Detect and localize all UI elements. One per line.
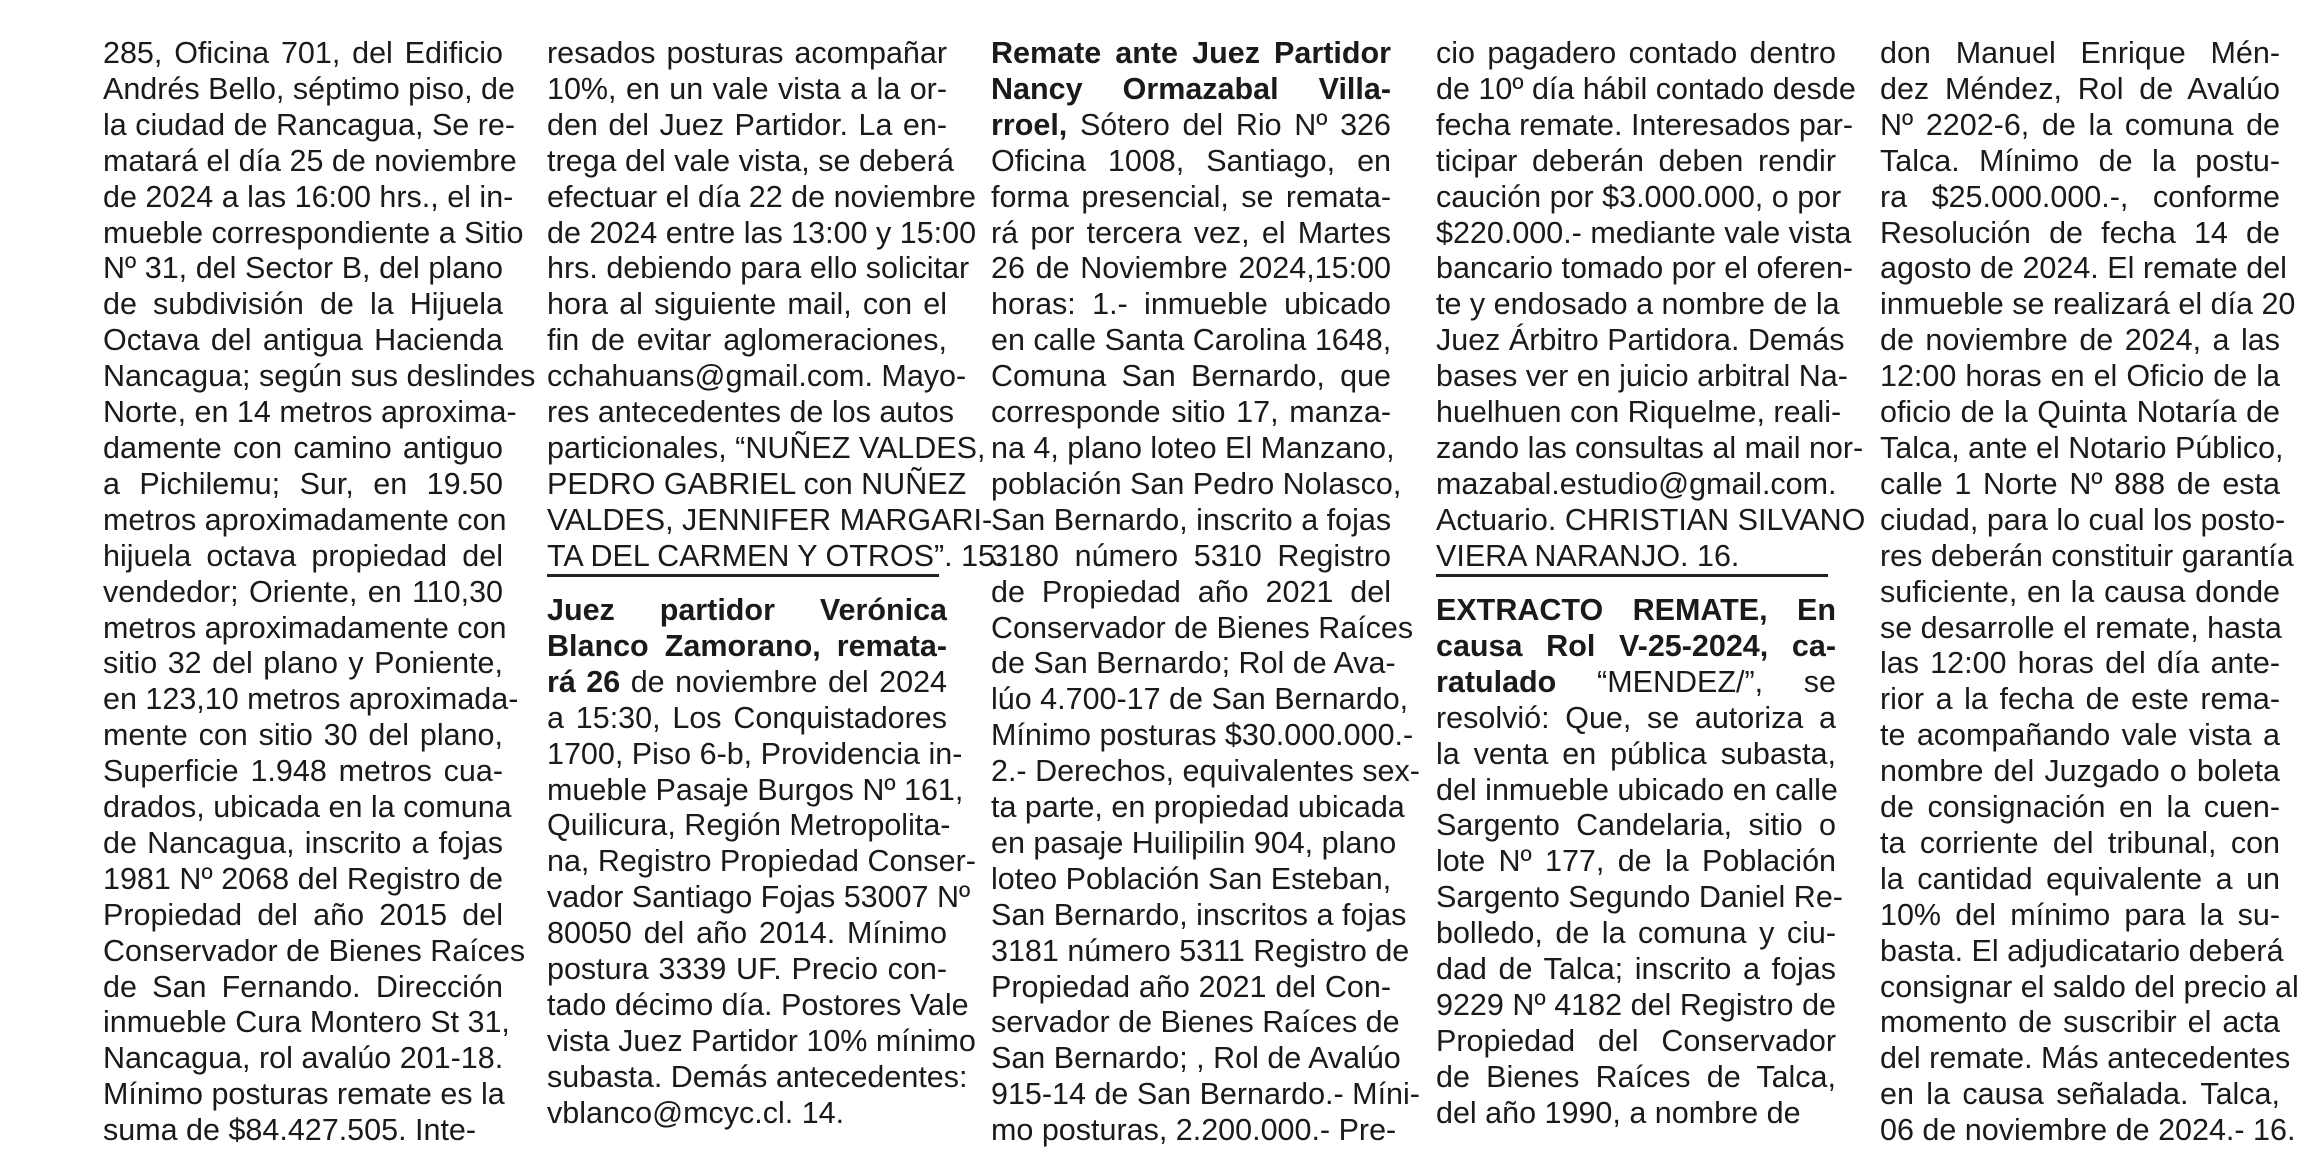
text-line: resados posturas acompañar	[547, 36, 947, 70]
text-line: en 123,10 metros aproximada-	[103, 682, 519, 717]
divider-col2	[547, 574, 939, 577]
text-line: de 2024 a las 16:00 hrs., el in-	[103, 179, 514, 214]
text-line: res deberán constituir garantía	[1880, 538, 2294, 573]
text-line: VALDES, JENNIFER MARGARI-	[547, 502, 993, 537]
text-line: Propiedad año 2021 del Con-	[991, 969, 1391, 1004]
text-line: Oficina 1008, Santiago, en	[991, 143, 1391, 178]
text-line: te acompañando vale vista a	[1880, 718, 2280, 753]
text-line: PEDRO GABRIEL con NUÑEZ	[547, 466, 967, 501]
column-5	[1880, 36, 2299, 1149]
text-line: dad de Talca; inscrito a fojas	[1436, 952, 1836, 987]
text-line: 06 de noviembre de 2024.- 16.	[1880, 1113, 2296, 1148]
text-line: 10% del mínimo para la su-	[1880, 897, 2280, 932]
text-line: de noviembre de 2024, a las	[1880, 323, 2280, 358]
text-line: consignar el saldo del precio al	[1880, 969, 2299, 1004]
text-line: la venta en pública subasta,	[1436, 736, 1836, 771]
text-line: del remate. Más antecedentes	[1880, 1041, 2291, 1076]
text-line: Juez Árbitro Partidora. Demás	[1436, 323, 1845, 358]
text-line: Conservador de Bienes Raíces	[991, 610, 1414, 645]
text-line: 3180 número 5310 Registro	[991, 538, 1391, 573]
text-line: en calle Santa Carolina 1648,	[991, 323, 1392, 358]
text-line: cchahuans@gmail.com. Mayo-	[547, 359, 967, 394]
text-line: 915-14 de San Bernardo.- Míni-	[991, 1077, 1420, 1112]
text-line: de subdivisión de la Hijuela	[103, 287, 503, 322]
text-line: Nancagua; según sus deslindes	[103, 359, 536, 394]
text-line: particionales, “NUÑEZ VALDES,	[547, 430, 986, 465]
text-line: na 4, plano loteo El Manzano,	[991, 430, 1395, 465]
text-line: de consignación en la cuen-	[1880, 790, 2280, 825]
text-line: caución por $3.000.000, o por	[1436, 179, 1842, 214]
text-line: zando las consultas al mail nor-	[1436, 430, 1864, 465]
text-line: Propiedad del Conservador	[1436, 1023, 1836, 1058]
text-line: a 15:30, Los Conquistadores	[547, 700, 947, 735]
text-line: Talca. Mínimo de la postu-	[1880, 143, 2280, 178]
text-line: Resolución de fecha 14 de	[1880, 215, 2280, 250]
text-continuation: de noviembre del 2024	[620, 664, 947, 699]
text-line: res antecedentes de los autos	[547, 395, 954, 430]
text-line: corresponde sitio 17, manza-	[991, 395, 1391, 430]
text-line-mixed	[1436, 665, 1836, 701]
text-line: metros aproximadamente con	[103, 502, 507, 537]
text-line: tado décimo día. Postores Vale	[547, 987, 969, 1022]
text-line: lote Nº 177, de la Población	[1436, 844, 1836, 879]
text-line: Andrés Bello, séptimo piso, de	[103, 71, 515, 106]
text-line: vador Santiago Fojas 53007 Nº	[547, 880, 971, 915]
text-line: hora al siguiente mail, con el	[547, 287, 947, 322]
text-line: trega del vale vista, se deberá	[547, 143, 954, 178]
text-continuation: “MENDEZ/”, se	[1556, 664, 1836, 699]
text-line: matará el día 25 de noviembre	[103, 143, 517, 178]
text-line: 12:00 horas en el Oficio de la	[1880, 359, 2280, 394]
heading-end: rá 26	[547, 664, 621, 699]
text-line: se desarrolle el remate, hasta	[1880, 610, 2282, 645]
column-4-top	[1436, 36, 1866, 575]
text-line: nombre del Juzgado o boleta	[1880, 754, 2280, 789]
text-line: población San Pedro Nolasco,	[991, 466, 1402, 501]
text-line: ta corriente del tribunal, con	[1880, 825, 2280, 860]
text-line: suma de $84.427.505. Inte-	[103, 1113, 477, 1148]
text-line: Juez partidor Verónica	[547, 593, 947, 627]
text-line: mazabal.estudio@gmail.com.	[1436, 466, 1837, 501]
text-line: te y endosado a nombre de la	[1436, 287, 1840, 322]
text-line-mixed	[547, 665, 947, 701]
text-line: lúo 4.700-17 de San Bernardo,	[991, 682, 1409, 717]
text-line: vendedor; Oriente, en 110,30	[103, 574, 503, 609]
text-line: cio pagadero contado dentro	[1436, 36, 1836, 70]
text-line: rá por tercera vez, el Martes	[991, 215, 1391, 250]
text-line: Comuna San Bernardo, que	[991, 359, 1391, 394]
text-line-mixed	[991, 108, 1391, 144]
text-line: momento de suscribir el acta	[1880, 1005, 2280, 1040]
text-line: Blanco Zamorano, remata-	[547, 628, 947, 663]
text-line: inmueble se realizará el día 20	[1880, 287, 2296, 322]
column-1	[103, 36, 536, 1149]
text-line: Actuario. CHRISTIAN SILVANO	[1436, 502, 1866, 537]
text-line: en pasaje Huilipilin 904, plano	[991, 825, 1397, 860]
text-line: de Nancagua, inscrito a fojas	[103, 825, 503, 860]
text-line: oficio de la Quinta Notaría de	[1880, 395, 2280, 430]
text-line: suficiente, en la causa donde	[1880, 574, 2280, 609]
text-line: metros aproximadamente con	[103, 610, 507, 645]
text-line: 26 de Noviembre 2024,15:00	[991, 251, 1391, 286]
text-line: vblanco@mcyc.cl. 14.	[547, 1095, 845, 1130]
text-line: a Pichilemu; Sur, en 19.50	[103, 466, 503, 501]
text-line: horas: 1.- inmueble ubicado	[991, 287, 1391, 322]
text-line: Mínimo posturas $30.000.000.-	[991, 718, 1414, 753]
text-line: San Bernardo, inscrito a fojas	[991, 502, 1392, 537]
column-4-notice	[1436, 593, 1843, 1132]
text-line: Nº 31, del Sector B, del plano	[103, 251, 503, 286]
text-line: bases ver en juicio arbitral Na-	[1436, 359, 1848, 394]
text-line: Conservador de Bienes Raíces	[103, 933, 526, 968]
text-line: postura 3339 UF. Precio con-	[547, 952, 947, 987]
text-line: en la causa señalada. Talca,	[1880, 1077, 2280, 1112]
text-line: Mínimo posturas remate es la	[103, 1077, 505, 1112]
text-line: Norte, en 14 metros aproxima-	[103, 395, 517, 430]
text-line: ra $25.000.000.-, conforme	[1880, 179, 2280, 214]
text-line: Nº 2202-6, de la comuna de	[1880, 107, 2280, 142]
text-line: VIERA NARANJO. 16.	[1436, 538, 1740, 573]
text-line: sitio 32 del plano y Poniente,	[103, 646, 503, 681]
text-line: loteo Población San Esteban,	[991, 861, 1392, 896]
text-line: 1981 Nº 2068 del Registro de	[103, 861, 503, 896]
divider-col4	[1436, 574, 1828, 577]
text-line: ticipar deberán deben rendir	[1436, 143, 1836, 178]
text-line: de 2024 entre las 13:00 y 15:00	[547, 215, 977, 250]
text-line: inmueble Cura Montero St 31,	[103, 1005, 510, 1040]
text-line: na, Registro Propiedad Conser-	[547, 844, 976, 879]
text-line: Sargento Candelaria, sitio o	[1436, 808, 1836, 843]
text-line: Sargento Segundo Daniel Re-	[1436, 880, 1843, 915]
text-line: causa Rol V-25-2024, ca-	[1436, 628, 1836, 663]
text-line: 9229 Nº 4182 del Registro de	[1436, 987, 1836, 1022]
heading-end: rroel,	[991, 107, 1068, 142]
column-3-notice	[991, 36, 1420, 1149]
text-line: forma presencial, se remata-	[991, 179, 1391, 214]
text-line: bolledo, de la comuna y ciu-	[1436, 916, 1836, 951]
text-line: ciudad, para lo cual los postо-	[1880, 502, 2286, 537]
text-line: de San Bernardo; Rol de Ava-	[991, 646, 1396, 681]
text-line: Octava del antigua Hacienda	[103, 323, 503, 358]
text-line: mueble correspondiente a Sitio	[103, 215, 524, 250]
text-line: EXTRACTO REMATE, En	[1436, 593, 1836, 627]
column-2-notice	[547, 593, 976, 1132]
text-line: la ciudad de Rancagua, Se re-	[103, 107, 516, 142]
text-line: dez Méndez, Rol de Avalúo	[1880, 71, 2280, 106]
text-line: rior a la fecha de este rema-	[1880, 682, 2280, 717]
text-line: de 10º día hábil contado desde	[1436, 71, 1856, 106]
text-line: servador de Bienes Raíces de	[991, 1005, 1400, 1040]
text-line: 3181 número 5311 Registro de	[991, 933, 1410, 968]
text-continuation: Sótero del Rio Nº 326	[1067, 107, 1391, 142]
text-line: basta. El adjudicatario deberá	[1880, 933, 2284, 968]
text-line: resolvió: Que, se autoriza a	[1436, 700, 1836, 735]
text-line: del inmueble ubicado en calle	[1436, 772, 1838, 807]
text-line: de Bienes Raíces de Talca,	[1436, 1059, 1836, 1094]
text-line: 1700, Piso 6-b, Providencia in-	[547, 736, 963, 771]
text-line: damente con camino antiguo	[103, 430, 503, 465]
text-line: Nancagua, rol avalúo 201-18.	[103, 1041, 504, 1076]
text-line: efectuar el día 22 de noviembre	[547, 179, 976, 214]
text-line: 80050 del año 2014. Mínimo	[547, 916, 947, 951]
text-line: bancario tomado por el oferen-	[1436, 251, 1854, 286]
text-line: vista Juez Partidor 10% mínimo	[547, 1023, 976, 1058]
text-line: la cantidad equivalente a un	[1880, 861, 2280, 896]
text-line: subasta. Demás antecedentes:	[547, 1059, 968, 1094]
text-line: agosto de 2024. El remate del	[1880, 251, 2287, 286]
text-line: fecha remate. Interesados par-	[1436, 107, 1854, 142]
text-line: huelhuen con Riquelme, reali-	[1436, 395, 1842, 430]
text-line: $220.000.- mediante vale vista	[1436, 215, 1852, 250]
text-line: fin de evitar aglomeraciones,	[547, 323, 947, 358]
column-2-top	[547, 36, 1004, 575]
text-line: drados, ubicada en la comuna	[103, 790, 512, 825]
text-line: mente con sitio 30 del plano,	[103, 718, 503, 753]
text-line: de Propiedad año 2021 del	[991, 574, 1391, 609]
text-line: 10%, en un vale vista a la or-	[547, 71, 947, 106]
text-line: del año 1990, a nombre de	[1436, 1095, 1801, 1130]
text-line: Superficie 1.948 metros cua-	[103, 754, 503, 789]
text-line: don Manuel Enrique Mén-	[1880, 36, 2280, 70]
text-line: mo posturas, 2.200.000.- Pre-	[991, 1113, 1397, 1148]
text-line: hrs. debiendo para ello solicitar	[547, 251, 970, 286]
text-line: las 12:00 horas del día ante-	[1880, 646, 2280, 681]
text-line: den del Juez Partidor. La en-	[547, 107, 947, 142]
text-line: 2.- Derechos, equivalentes sex-	[991, 754, 1420, 789]
text-line: calle 1 Norte Nº 888 de esta	[1880, 466, 2280, 501]
text-line: TA DEL CARMEN Y OTROS”. 15.	[547, 538, 1004, 573]
text-line: ta parte, en propiedad ubicada	[991, 790, 1405, 825]
text-line: mueble Pasaje Burgos Nº 161,	[547, 772, 964, 807]
text-line: hijuela octava propiedad del	[103, 538, 503, 573]
text-line: San Bernardo, inscritos a fojas	[991, 897, 1407, 932]
text-line: Quilicura, Región Metropolita-	[547, 808, 951, 843]
heading-end: ratulado	[1436, 664, 1557, 699]
text-line: San Bernardo; , Rol de Avalúo	[991, 1041, 1401, 1076]
text-line: 285, Oficina 701, del Edificio	[103, 36, 503, 70]
text-line: Propiedad del año 2015 del	[103, 897, 503, 932]
text-line: Talca, ante el Notario Público,	[1880, 430, 2284, 465]
text-line: de San Fernando. Dirección	[103, 969, 503, 1004]
text-line: Nancy Ormazabal Villa-	[991, 71, 1391, 106]
text-line: Remate ante Juez Partidor	[991, 36, 1391, 70]
